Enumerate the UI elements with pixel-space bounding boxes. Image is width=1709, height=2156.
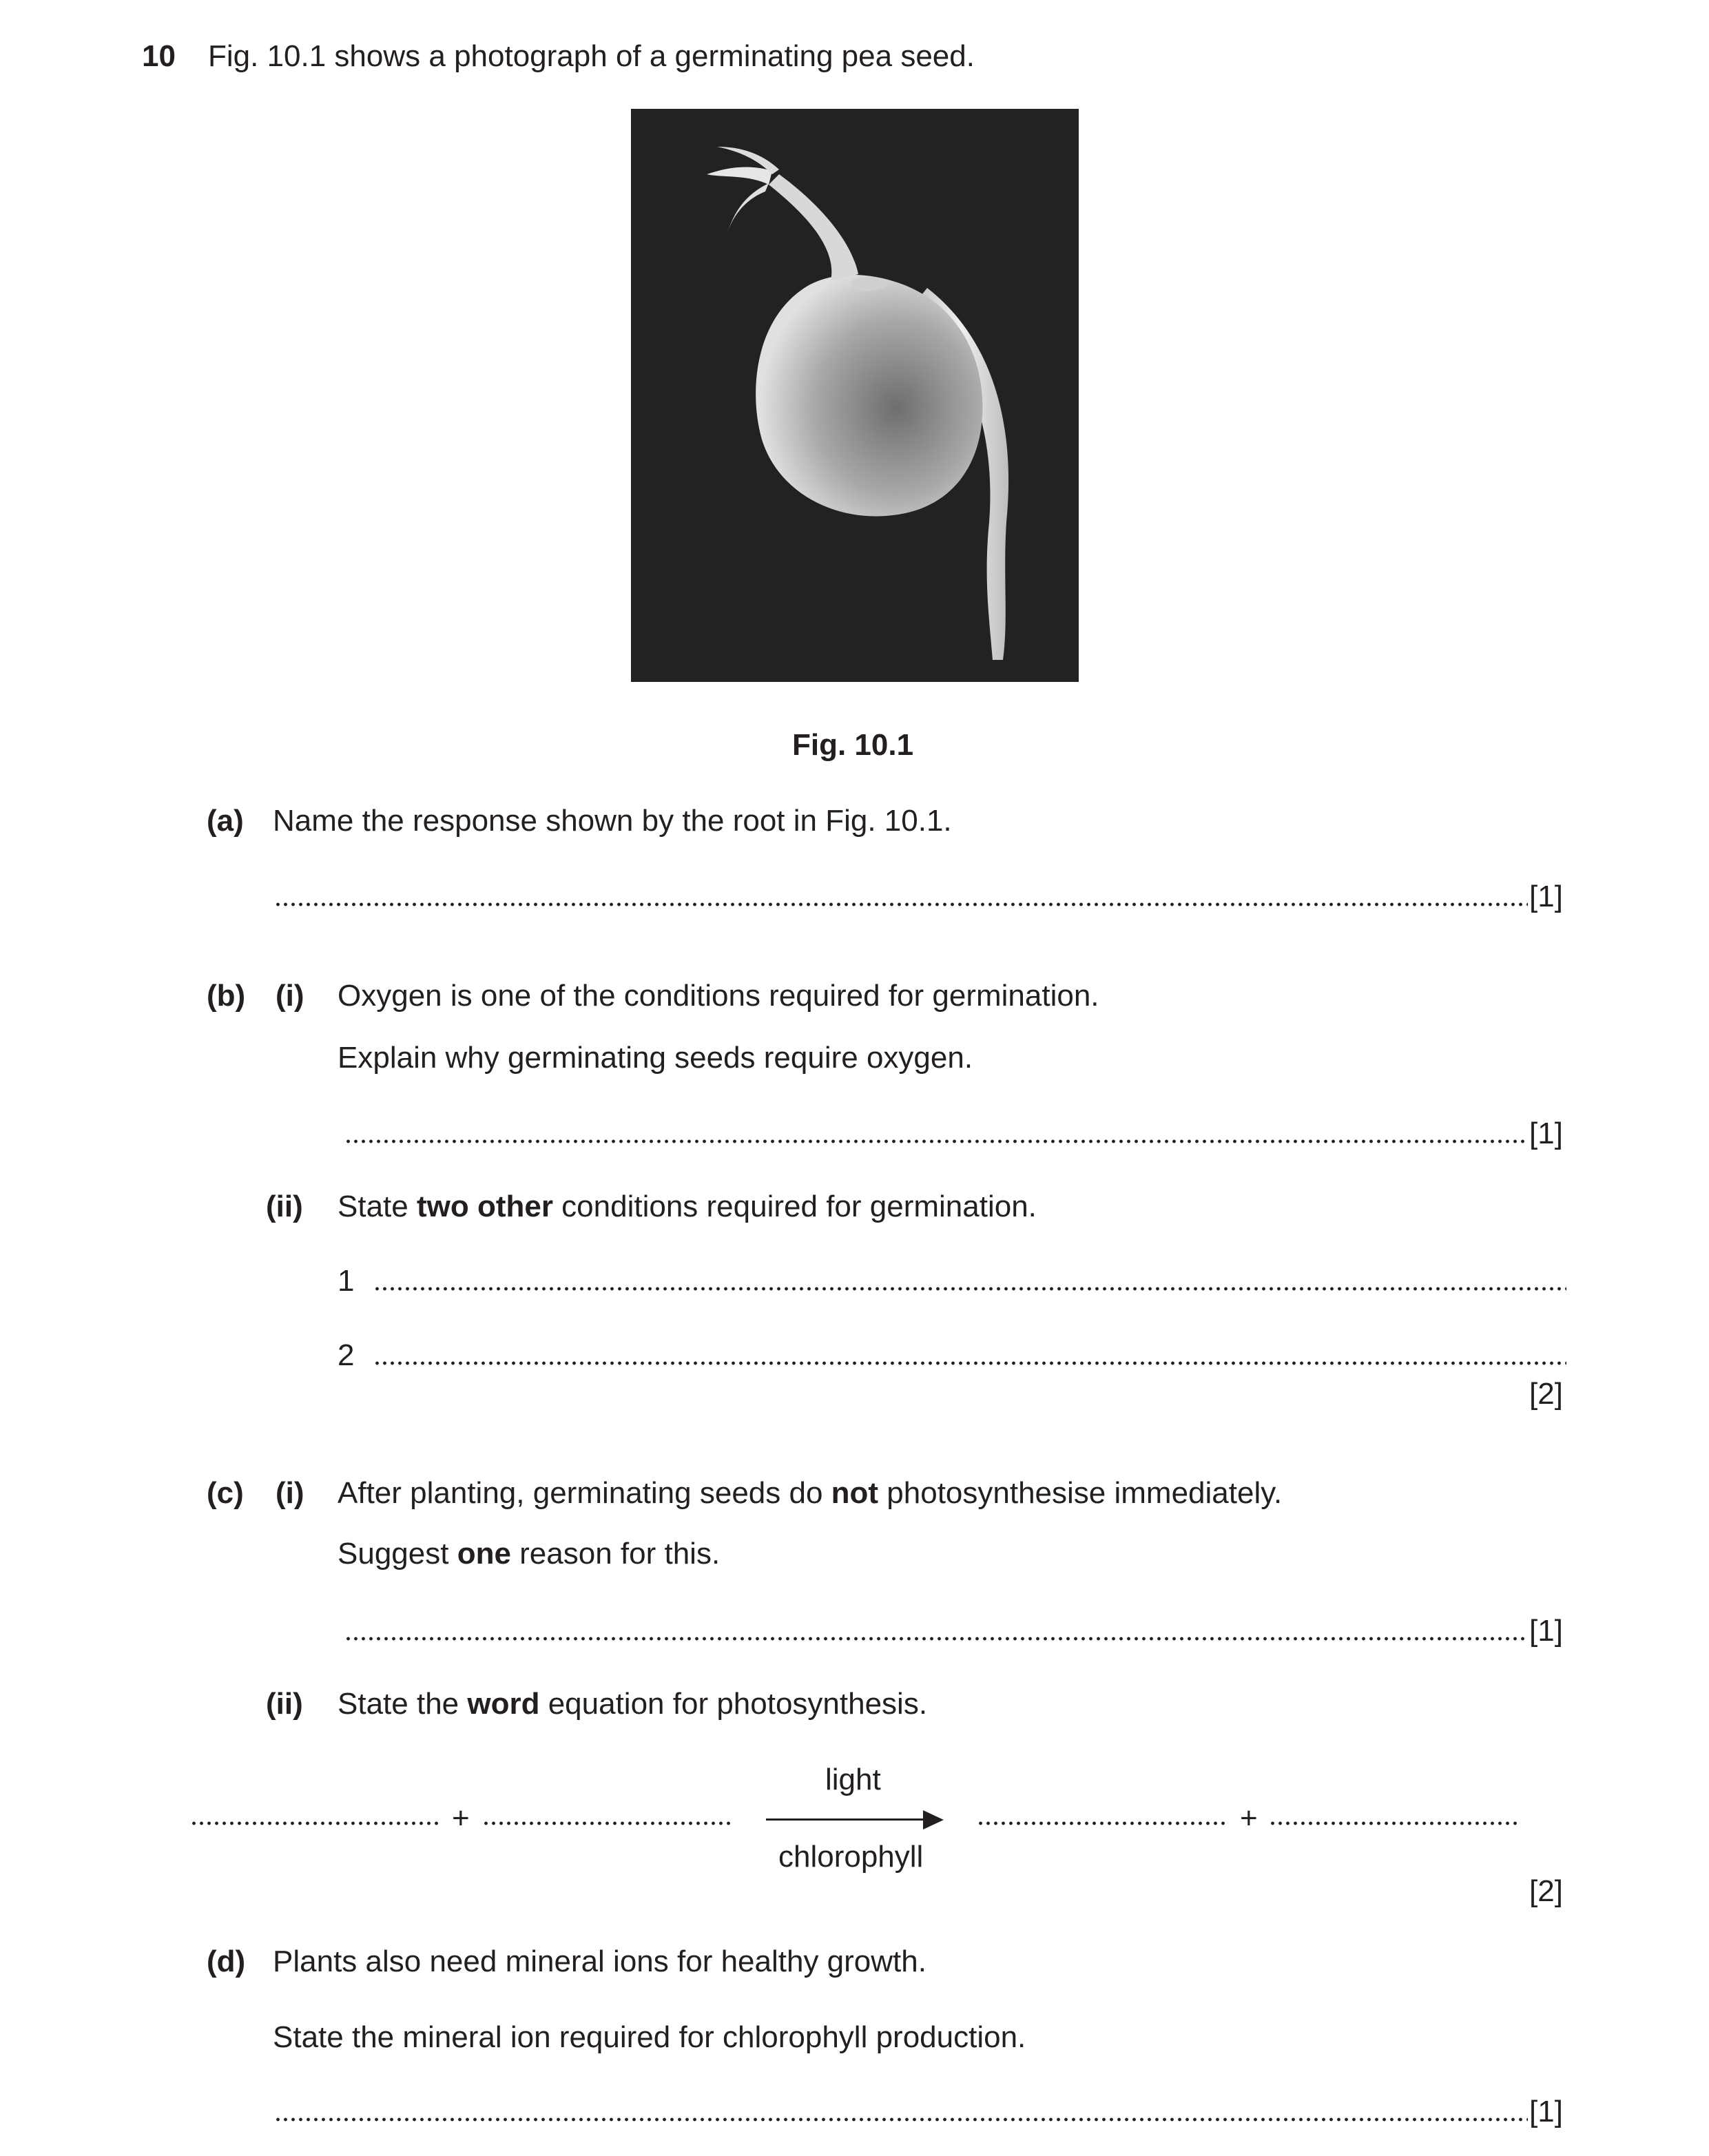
part-b-ii-item-1-number: 1: [338, 1264, 355, 1298]
arrow-condition-light: light: [825, 1763, 881, 1796]
question-number: 10: [142, 39, 176, 73]
part-b-ii-item-2-number: 2: [338, 1338, 355, 1372]
part-c-i-label: (i): [276, 1476, 304, 1510]
reactant-2-blank[interactable]: [482, 1821, 733, 1825]
pea-seed-illustration: [631, 109, 1079, 682]
part-b-ii-text-post: conditions required for germination.: [552, 1190, 1037, 1223]
figure-caption: Fig. 10.1: [792, 728, 914, 762]
part-c-i-line2-pre: Suggest: [338, 1537, 457, 1571]
part-a-label: (a): [207, 804, 244, 838]
part-b-i-line2: Explain why germinating seeds require oxygen.: [338, 1041, 973, 1075]
part-c-ii-text-bold: word: [467, 1687, 540, 1721]
part-c-ii-label: (ii): [266, 1687, 303, 1721]
part-a-question: Name the response shown by the root in Fig. 10.1.: [273, 804, 952, 838]
part-c-i-line2-post: reason for this.: [510, 1537, 721, 1571]
part-d-line1: Plants also need mineral ions for healthy growth.: [273, 1945, 926, 1978]
product-1-blank[interactable]: [977, 1821, 1228, 1825]
reactant-plus: +: [452, 1801, 470, 1835]
part-c-ii-text-post: equation for photosynthesis.: [539, 1687, 928, 1721]
product-2-blank[interactable]: [1269, 1821, 1521, 1825]
part-b-ii-marks: [2]: [1529, 1377, 1563, 1411]
part-b-ii-question: [338, 1188, 1037, 1226]
part-c-ii-text-pre: State the: [338, 1687, 468, 1721]
part-b-i-label: (i): [276, 979, 304, 1013]
part-b-ii-label: (ii): [266, 1190, 303, 1223]
part-c-i-answer-line[interactable]: [344, 1637, 1528, 1641]
part-c-i-line1: [338, 1474, 1282, 1513]
part-b-label: (b): [207, 979, 246, 1013]
part-c-label: (c): [207, 1476, 244, 1510]
part-c-i-line2: [338, 1535, 720, 1573]
part-c-i-line1-pre: After planting, germinating seeds do: [338, 1476, 831, 1510]
part-b-i-marks: [1]: [1529, 1117, 1563, 1150]
part-d-answer-line[interactable]: [274, 2117, 1528, 2122]
part-c-i-line1-post: photosynthesise immediately.: [878, 1476, 1283, 1510]
part-d-line2: State the mineral ion required for chlorophyll production.: [273, 2020, 1026, 2054]
question-intro: Fig. 10.1 shows a photograph of a germinating pea seed.: [208, 39, 975, 73]
part-d-label: (d): [207, 1945, 246, 1978]
product-plus: +: [1240, 1801, 1258, 1835]
part-c-i-marks: [1]: [1529, 1614, 1563, 1648]
part-b-i-answer-line[interactable]: [344, 1139, 1528, 1143]
part-b-i-line1: Oxygen is one of the conditions required for germination.: [338, 979, 1099, 1013]
part-c-ii-marks: [2]: [1529, 1874, 1563, 1908]
reaction-arrow: [766, 1818, 929, 1821]
germinating-pea-seed-photo: [631, 109, 1079, 682]
part-b-ii-text-pre: State: [338, 1190, 417, 1223]
part-b-ii-text-bold: two other: [416, 1190, 553, 1223]
part-c-i-line2-bold: one: [457, 1537, 511, 1571]
reactant-1-blank[interactable]: [190, 1821, 441, 1825]
part-d-marks: [1]: [1529, 2095, 1563, 2128]
part-b-ii-item-2-answer-line[interactable]: [373, 1361, 1566, 1365]
part-c-ii-question: [338, 1685, 927, 1723]
arrow-condition-chlorophyll: chlorophyll: [778, 1840, 924, 1874]
part-a-answer-line[interactable]: [274, 902, 1528, 906]
part-a-marks: [1]: [1529, 880, 1563, 913]
part-c-i-line1-bold: not: [831, 1476, 879, 1510]
reaction-arrowhead-icon: [923, 1810, 944, 1830]
part-b-ii-item-1-answer-line[interactable]: [373, 1287, 1566, 1291]
